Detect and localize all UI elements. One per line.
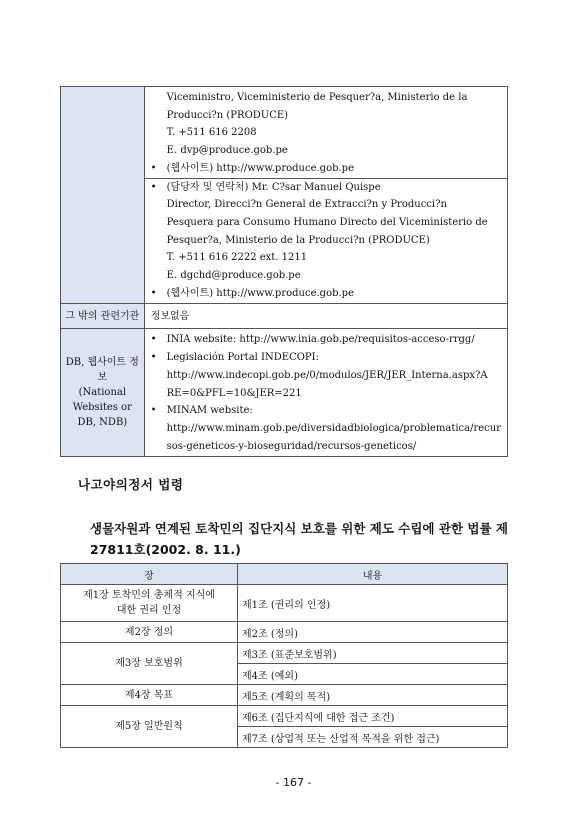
db-website-list-cell [144, 329, 507, 457]
contact-line: T. +511 616 2208 [166, 127, 257, 139]
chapter-cell: 제3장 보호범위 [61, 643, 238, 685]
page-number: - 167 - [275, 776, 312, 789]
website-item: • (웹사이트) http://www.produce.gob.pe [151, 285, 501, 303]
institution-info-table [60, 86, 508, 457]
first-contact-block [151, 89, 501, 178]
db-label-line: DB, 웹사이트 정보 [65, 357, 139, 384]
second-contact-block [151, 179, 501, 303]
article-cell: 제4조 (예외) [238, 664, 508, 685]
header-chapter: 장 [61, 564, 238, 585]
db-item [151, 331, 501, 349]
article-cell: 제3조 (표준보호범위) [238, 643, 508, 664]
chapter-line: 대한 권리 인정 [116, 605, 182, 616]
article-cell: 제2조 (정의) [238, 622, 508, 643]
other-agencies-value: 정보없음 [144, 304, 507, 329]
contact-line: Pesquera para Consumo Humano Directo del Viceministerio de [166, 216, 488, 228]
law-title: 생물자원과 연계된 토착민의 집단지식 보호를 위한 제도 수립에 관한 법률 제27811호(2002. 8. 11.) [90, 521, 508, 557]
db-line: sos-geneticos-y-bioseguridad/recursos-geneticos/ [166, 440, 417, 452]
chapter-line: 제1장 토착민의 총체적 지식에 [83, 590, 215, 601]
chapter-cell [61, 585, 238, 622]
db-website-list [151, 331, 501, 455]
contact-head: (담당자 및 연락처) Mr. C?sar Manuel Quispe [166, 181, 381, 193]
db-website-label [61, 329, 145, 457]
db-item [151, 402, 501, 455]
contact-line: T. +511 616 2222 ext. 1211 [166, 252, 308, 264]
db-item [151, 349, 501, 402]
table-row [61, 685, 508, 706]
table-row [61, 643, 508, 664]
section-heading: 나고야의정서 법령 [78, 477, 184, 492]
article-cell: 제7조 (상업적 또는 산업적 목적을 위한 접근) [238, 727, 508, 748]
db-line: http://www.minam.gob.pe/diversidadbiologica/problematica/recur [166, 422, 501, 434]
law-structure-table [60, 563, 508, 748]
chapter-cell: 제4장 목표 [61, 685, 238, 706]
header-content: 내용 [238, 564, 508, 585]
article-cell: 제6조 (집단지식에 대한 접근 조건) [238, 706, 508, 727]
contact-line: E. dvp@produce.gob.pe [166, 145, 288, 157]
article-cell: 제5조 (계획의 목적) [238, 685, 508, 706]
label-cell-blank [61, 87, 145, 304]
table-row [61, 622, 508, 643]
db-line: http://www.indecopi.gob.pe/0/modulos/JER/JER_Interna.aspx?A [166, 369, 488, 381]
chapter-cell: 제2장 정의 [61, 622, 238, 643]
db-line: RE=0&PFL=10&JER=221 [166, 387, 302, 399]
contact-line: E. dgchd@produce.gob.pe [166, 270, 301, 282]
contact-line: Producci?n (PRODUCE) [166, 109, 289, 121]
db-line: Legislación Portal INDECOPI: [166, 352, 319, 364]
db-line: MINAM website: [166, 405, 253, 417]
article-cell: 제1조 (권리의 인정) [238, 585, 508, 622]
table-row [61, 706, 508, 727]
contact-line: Pesquer?a, Ministerio de la Producci?n (PRODUCE) [166, 234, 430, 246]
website-item: • (웹사이트) http://www.produce.gob.pe [151, 160, 501, 178]
db-label-line: (National Websites or DB, NDB) [72, 387, 132, 429]
db-line: INIA website: http://www.inia.gob.pe/requisitos-acceso-rrgg/ [166, 334, 475, 346]
contact-head-item [151, 179, 501, 285]
table-row [61, 585, 508, 622]
contact-line: Viceministro, Viceministerio de Pesquer?a, Ministerio de la [166, 92, 468, 103]
other-agencies-label: 그 밖의 관련기관 [61, 304, 145, 329]
chapter-cell: 제5장 일반원칙 [61, 706, 238, 748]
contact-line: Director, Direcci?n General de Extracci?n y Producci?n [166, 199, 447, 211]
contact-details-cell [144, 87, 507, 304]
